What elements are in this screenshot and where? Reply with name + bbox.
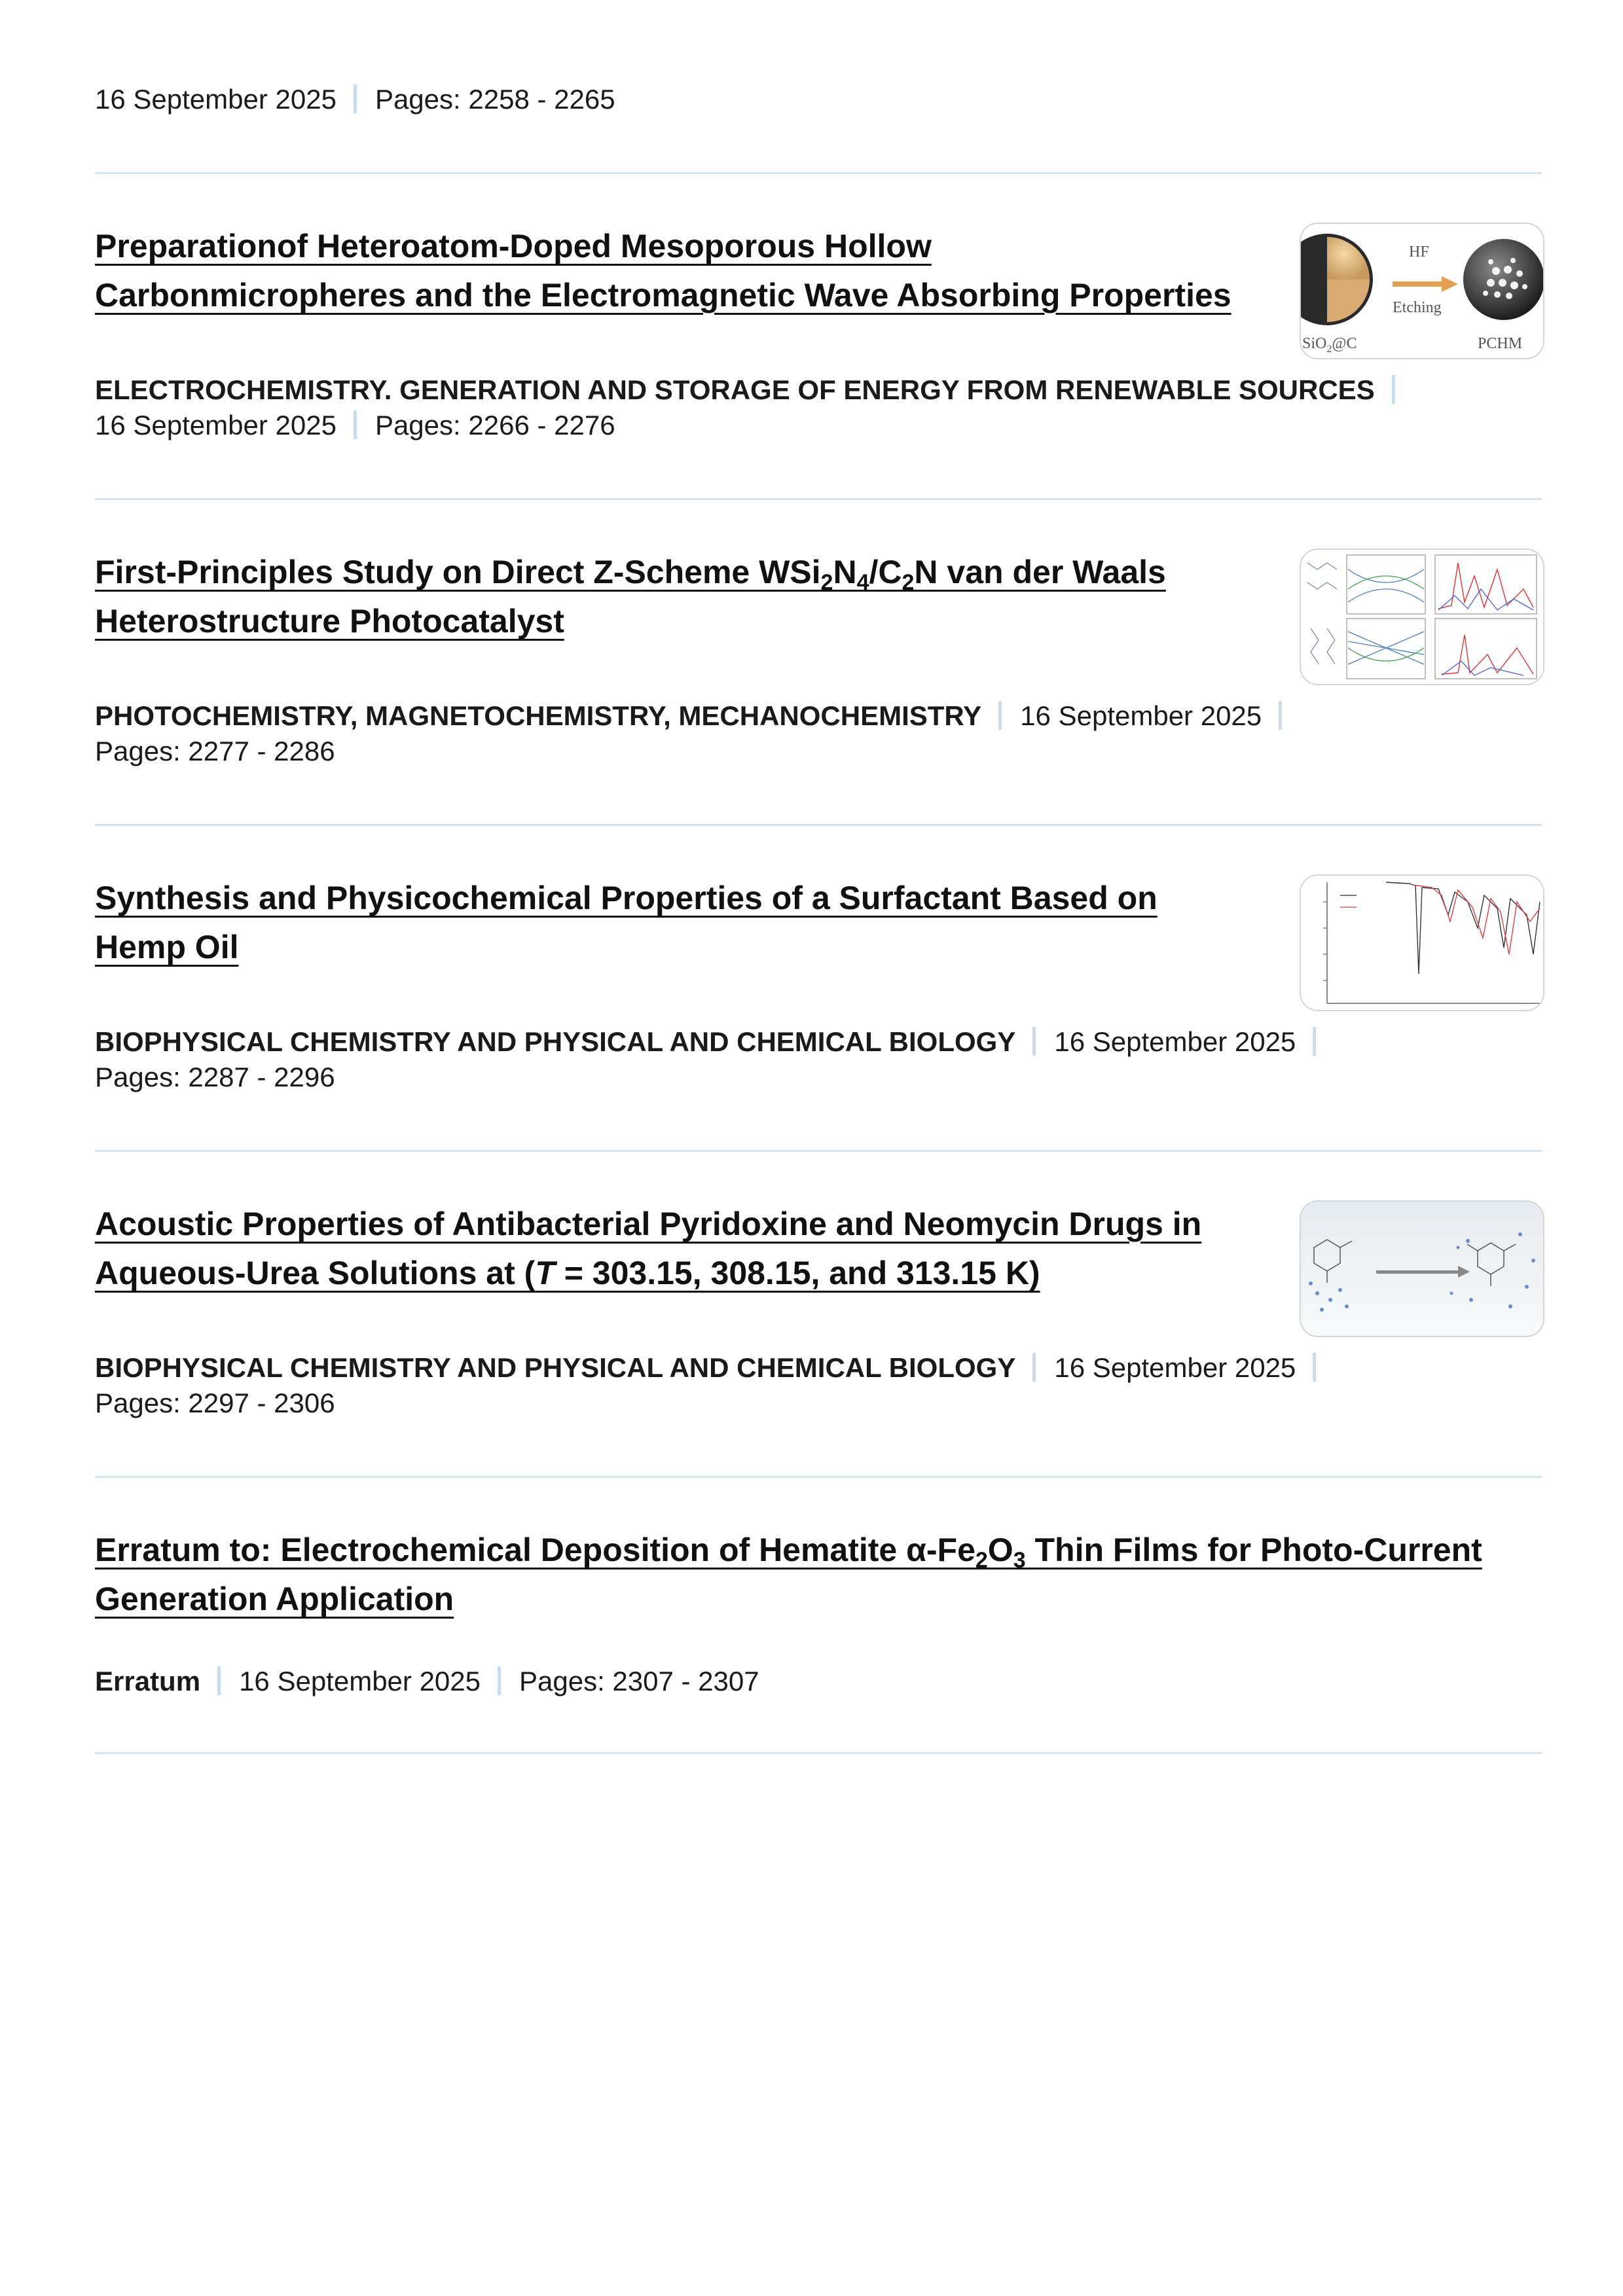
article-meta — [95, 372, 1413, 408]
meta-separator — [1313, 1027, 1316, 1056]
article-title-line[interactable]: Aqueous-Urea Solutions at (T = 303.15, 308.15, and 313.15 K) — [95, 1255, 1040, 1291]
article-title-line[interactable]: Hemp Oil — [95, 929, 239, 965]
article-meta — [95, 1385, 335, 1422]
article-meta — [95, 1059, 335, 1096]
meta-separator — [1279, 701, 1282, 730]
article-title-line[interactable]: First-Principles Study on Direct Z-Scheme $WSi_2N_4/C_2N$ van der Waals — [95, 554, 1166, 595]
article-date: 16 September 2025 — [239, 1666, 481, 1696]
article-meta — [95, 407, 615, 444]
article-meta — [95, 698, 1300, 734]
article-thumbnail[interactable] — [1300, 874, 1544, 1011]
article-pages: Pages: 2307 - 2307 — [519, 1666, 759, 1696]
article-title-line[interactable]: Synthesis and Physicochemical Properties of a Surfactant Based on — [95, 880, 1158, 916]
divider — [95, 1476, 1542, 1478]
article-date: 16 September 2025 — [95, 410, 337, 440]
article-category[interactable]: PHOTOCHEMISTRY, MAGNETOCHEMISTRY, MECHANOCHEMISTRY — [95, 700, 982, 731]
article-pages: Pages: 2258 - 2265 — [374, 84, 615, 115]
article-title-line[interactable]: Heterostructure Photocatalyst — [95, 603, 564, 639]
article-date: 16 September 2025 — [95, 84, 337, 115]
divider — [95, 172, 1542, 174]
article-pages: Pages: 2297 - 2306 — [95, 1388, 335, 1418]
article-date: 16 September 2025 — [1054, 1352, 1296, 1383]
article-title[interactable] — [95, 1200, 1201, 1298]
article-meta — [95, 733, 335, 770]
article-category[interactable]: Erratum — [95, 1666, 201, 1696]
article-pages: Pages: 2266 - 2276 — [374, 410, 615, 440]
article-thumbnail[interactable] — [1300, 548, 1544, 685]
divider — [95, 824, 1542, 826]
article-date: 16 September 2025 — [1054, 1026, 1296, 1057]
meta-separator — [354, 84, 357, 113]
article-title-line[interactable]: Acoustic Properties of Antibacterial Pyridoxine and Neomycin Drugs in — [95, 1206, 1202, 1242]
article-title[interactable] — [95, 222, 1231, 320]
thumb-etching-label: Etching — [1393, 299, 1442, 316]
meta-separator — [354, 410, 357, 439]
meta-separator — [1313, 1353, 1316, 1382]
article-meta — [95, 1024, 1334, 1060]
divider — [95, 498, 1542, 500]
thumb-hf-label: HF — [1409, 243, 1429, 260]
article-title[interactable] — [95, 548, 1166, 646]
meta-separator — [217, 1666, 221, 1695]
meta-separator — [498, 1666, 501, 1695]
article-category[interactable]: ELECTROCHEMISTRY. GENERATION AND STORAGE OF ENERGY FROM RENEWABLE SOURCES — [95, 374, 1375, 405]
meta-separator — [1392, 375, 1395, 404]
article-title-line[interactable]: Carbonmicropheres and the Electromagnetic Wave Absorbing Properties — [95, 277, 1231, 314]
article-meta — [95, 81, 615, 118]
divider — [95, 1150, 1542, 1152]
article-category[interactable]: BIOPHYSICAL CHEMISTRY AND PHYSICAL AND CHEMICAL BIOLOGY — [95, 1352, 1016, 1383]
article-meta — [95, 1663, 759, 1700]
article-title[interactable] — [95, 874, 1158, 972]
article-thumbnail[interactable] — [1300, 1200, 1544, 1337]
article-pages: Pages: 2287 - 2296 — [95, 1062, 335, 1092]
divider — [95, 1752, 1542, 1754]
article-title-line[interactable]: Preparationof Heteroatom-Doped Mesoporous Hollow — [95, 228, 932, 264]
article-title-line[interactable]: Generation Application — [95, 1581, 454, 1617]
article-category[interactable]: BIOPHYSICAL CHEMISTRY AND PHYSICAL AND CHEMICAL BIOLOGY — [95, 1026, 1016, 1057]
article-meta — [95, 1350, 1334, 1386]
meta-separator — [1032, 1353, 1036, 1382]
article-date: 16 September 2025 — [1020, 700, 1262, 731]
article-title-line[interactable]: Erratum to: Electrochemical Deposition of Hematite $\alpha-Fe_2O_3$ Thin Films for Photo-Current — [95, 1532, 1482, 1573]
thumb-left-label: SiO$_2$@C — [1302, 335, 1357, 355]
article-thumbnail[interactable] — [1300, 223, 1544, 359]
meta-separator — [998, 701, 1002, 730]
article-pages: Pages: 2277 - 2286 — [95, 736, 335, 766]
thumb-right-label: PCHM — [1478, 335, 1523, 352]
meta-separator — [1032, 1027, 1036, 1056]
article-title[interactable] — [95, 1526, 1482, 1624]
